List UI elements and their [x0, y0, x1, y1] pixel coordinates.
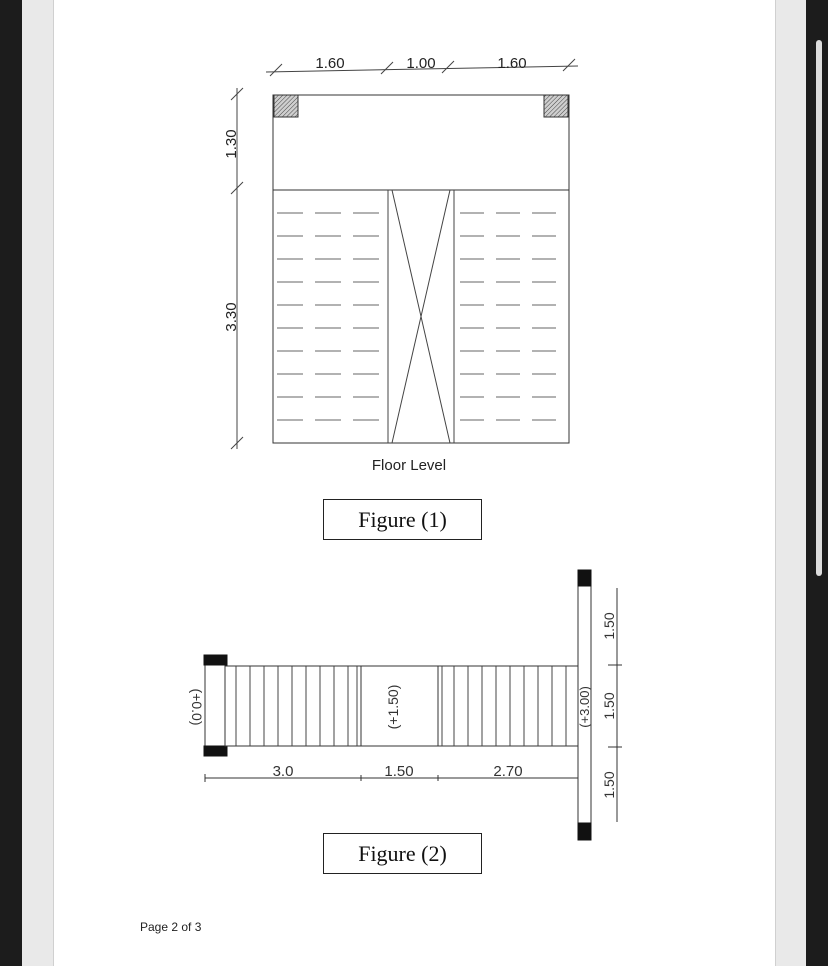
fig2-dim-right-2: 1.50: [601, 692, 617, 720]
fig1-dim-top-2: 1.00: [406, 55, 436, 72]
fig2-dim-bottom-3: 2.70: [493, 763, 523, 780]
page-number: Page 2 of 3: [140, 920, 202, 934]
figure-2-caption: Figure (2): [323, 833, 482, 874]
figure-1-caption: Figure (1): [323, 499, 482, 540]
fig1-dim-top-1: 1.60: [315, 55, 345, 72]
fig1-dim-top-3: 1.60: [497, 55, 527, 72]
fig1-dim-side-2: 3.30: [223, 302, 240, 332]
floor-level-label: Floor Level: [371, 457, 447, 474]
fig2-right-level: (+3.00): [577, 686, 592, 728]
fig1-dim-side-1: 1.30: [223, 129, 240, 159]
figure-2-plan: [204, 570, 622, 840]
fig2-left-level: (+0.0): [189, 688, 205, 726]
fig2-dim-right-1: 1.50: [601, 612, 617, 640]
fig2-mid-level: (+1.50): [385, 684, 401, 730]
fig2-dim-right-3: 1.50: [601, 771, 617, 799]
fig2-dim-bottom-2: 1.50: [384, 763, 414, 780]
fig2-dim-bottom-1: 3.0: [272, 763, 294, 780]
figure-1-plan: [231, 59, 578, 449]
